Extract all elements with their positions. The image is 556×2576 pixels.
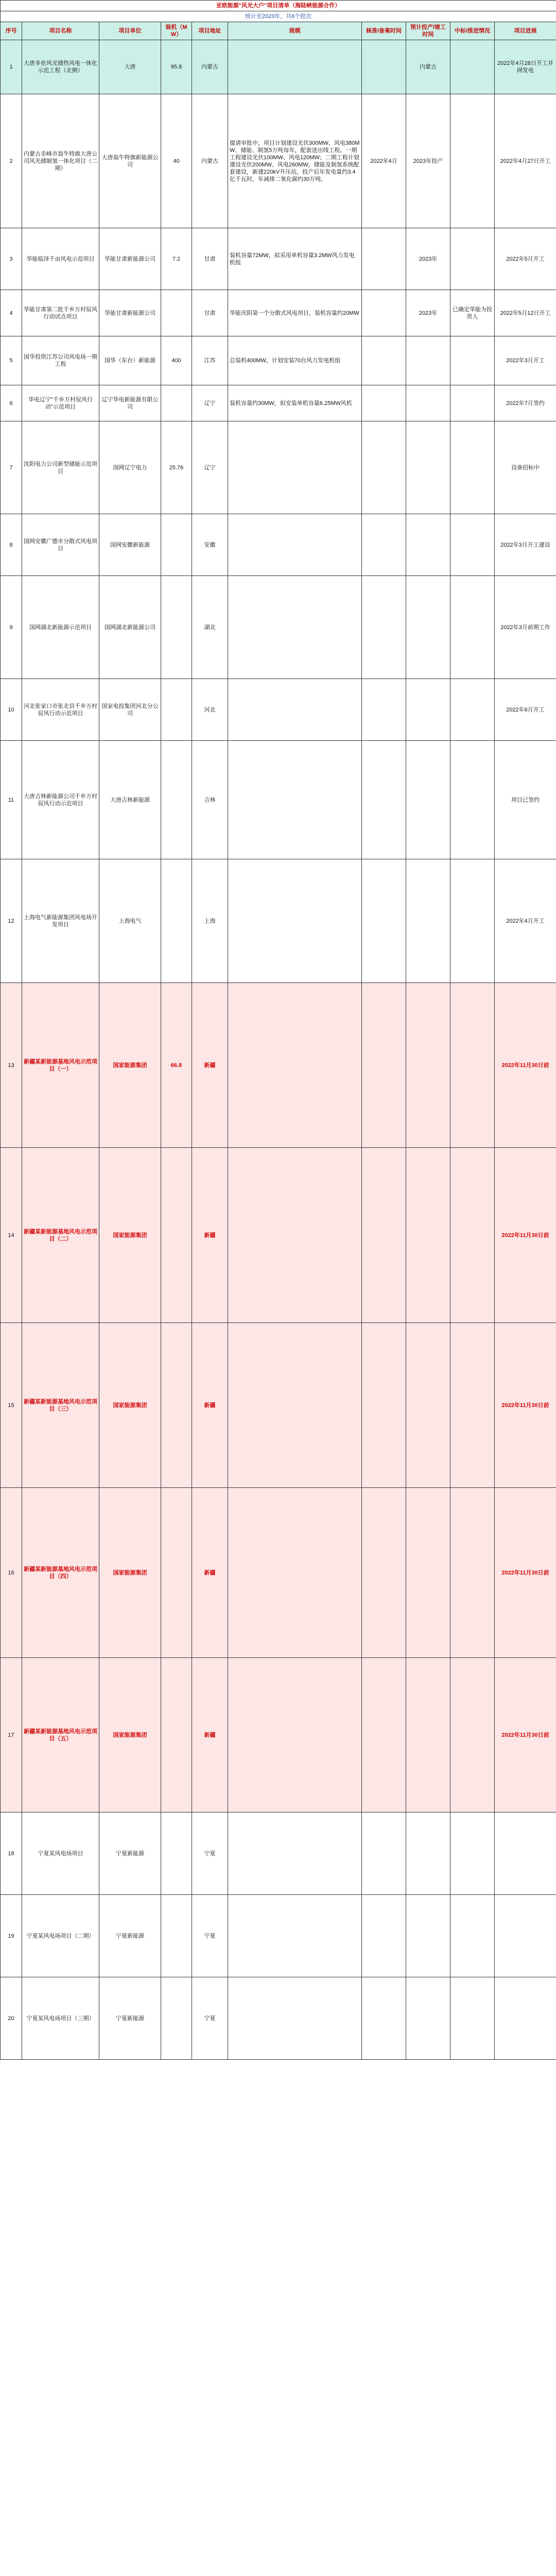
completion-time (406, 421, 450, 514)
row-number: 12 (1, 859, 22, 983)
row-number: 3 (1, 228, 22, 290)
capacity-mw (161, 1488, 192, 1658)
project-unit: 国网湖北新能源公司 (99, 576, 161, 679)
row-number: 14 (1, 1148, 22, 1323)
capacity-mw: 7.2 (161, 228, 192, 290)
approval-time (362, 741, 406, 859)
project-unit: 国家能源集团 (99, 1488, 161, 1658)
project-scale (228, 1148, 362, 1323)
project-progress: 2022年11月30日前 (495, 1658, 556, 1812)
table-row (1, 228, 556, 290)
project-unit: 华能甘肃新能源公司 (99, 290, 161, 336)
row-number: 15 (1, 1323, 22, 1488)
bid-status (450, 983, 495, 1148)
project-name: 新疆某新能源基地风电示范项目（三） (22, 1323, 99, 1488)
project-progress: 2022年11月30日前 (495, 983, 556, 1148)
project-name: 国华投资江苏公司风电场一期工程 (22, 336, 99, 385)
capacity-mw (161, 1977, 192, 2060)
row-number: 4 (1, 290, 22, 336)
column-header: 序号 (1, 22, 22, 40)
project-name: 新疆某新能源基地风电示范项目（四） (22, 1488, 99, 1658)
project-unit: 华能甘肃新能源公司 (99, 228, 161, 290)
project-unit: 国家电投集团河北分公司 (99, 679, 161, 741)
project-scale: 总装机400MW，计划安装70台风力发电机组 (228, 336, 362, 385)
project-scale: 装机容量72MW，拟采用单机容量3.2MW风力发电机组 (228, 228, 362, 290)
approval-time (362, 336, 406, 385)
project-name: 宁夏某风电场项目（二期） (22, 1895, 99, 1977)
column-header: 核准/备案时间 (362, 22, 406, 40)
project-name: 沈阳电力公司新型储能示范项目 (22, 421, 99, 514)
project-unit: 国家能源集团 (99, 1323, 161, 1488)
approval-time (362, 385, 406, 421)
header-row (1, 22, 556, 40)
project-location: 新疆 (192, 1658, 228, 1812)
bid-status (450, 514, 495, 576)
project-progress: 2022年3月开工建设 (495, 514, 556, 576)
project-name: 内蒙古赤峰市翁牛特旗大唐公司风光储制氢一体化项目（二期） (22, 94, 99, 228)
project-unit: 大唐 (99, 40, 161, 94)
project-progress: 2022年5月12日开工 (495, 290, 556, 336)
bid-status (450, 576, 495, 679)
column-header: 项目名称 (22, 22, 99, 40)
project-scale (228, 983, 362, 1148)
project-progress: 2022年5月开工 (495, 228, 556, 290)
project-progress: 2022年11月30日前 (495, 1148, 556, 1323)
table-body (1, 40, 556, 2060)
row-number: 2 (1, 94, 22, 228)
project-location: 新疆 (192, 1323, 228, 1488)
approval-time (362, 421, 406, 514)
row-number: 20 (1, 1977, 22, 2060)
completion-time: 2023年 (406, 228, 450, 290)
project-name: 国网湖北新能源示范项目 (22, 576, 99, 679)
table-row (1, 983, 556, 1148)
project-progress (495, 1812, 556, 1895)
project-progress: 2022年4月28日开工并网发电 (495, 40, 556, 94)
project-location: 内蒙古 (192, 40, 228, 94)
capacity-mw (161, 1812, 192, 1895)
table-row (1, 385, 556, 421)
row-number: 18 (1, 1812, 22, 1895)
approval-time (362, 1148, 406, 1323)
completion-time: 内蒙古 (406, 40, 450, 94)
approval-time (362, 1977, 406, 2060)
row-number: 11 (1, 741, 22, 859)
completion-time (406, 1895, 450, 1977)
capacity-mw: 25.76 (161, 421, 192, 514)
approval-time (362, 1488, 406, 1658)
project-unit: 国家能源集团 (99, 1148, 161, 1323)
capacity-mw (161, 1895, 192, 1977)
column-header: 项目进展 (495, 22, 556, 40)
completion-time (406, 741, 450, 859)
row-number: 1 (1, 40, 22, 94)
completion-time: 2023年 (406, 290, 450, 336)
bid-status (450, 94, 495, 228)
project-unit: 国家能源集团 (99, 983, 161, 1148)
project-scale: 提请审批中，项目计划建设光伏300MW、风电380MW、储能、制氢5万吨每年，配套进出线工程。一期工程建设光伏100MW、风电120MW；二期工程计划建设光伏200MW、风电260MW，储能及制氢系统配套建设，新建220kV升压站，投产后年发电量约3.4亿千瓦时，年减排二氧化碳约30万吨。 (228, 94, 362, 228)
completion-time (406, 859, 450, 983)
table-row (1, 94, 556, 228)
project-location: 新疆 (192, 1488, 228, 1658)
project-progress (495, 1977, 556, 2060)
project-location: 上海 (192, 859, 228, 983)
project-progress: 2022年7月签约 (495, 385, 556, 421)
capacity-mw (161, 514, 192, 576)
project-progress: 2022年11月30日前 (495, 1488, 556, 1658)
row-number: 10 (1, 679, 22, 741)
capacity-mw (161, 290, 192, 336)
bid-status (450, 385, 495, 421)
bid-status (450, 40, 495, 94)
completion-time (406, 679, 450, 741)
bid-status (450, 1148, 495, 1323)
capacity-mw (161, 385, 192, 421)
table-row (1, 679, 556, 741)
column-header: 预计投产/竣工时间 (406, 22, 450, 40)
project-location: 安徽 (192, 514, 228, 576)
project-location: 宁夏 (192, 1977, 228, 2060)
approval-time (362, 290, 406, 336)
completion-time (406, 1977, 450, 2060)
approval-time (362, 40, 406, 94)
project-name: 华电辽宁"千乡万村驭风行动"示范项目 (22, 385, 99, 421)
table-row (1, 336, 556, 385)
row-number: 19 (1, 1895, 22, 1977)
row-number: 6 (1, 385, 22, 421)
bid-status (450, 1895, 495, 1977)
completion-time (406, 1812, 450, 1895)
project-location: 宁夏 (192, 1812, 228, 1895)
project-scale (228, 1658, 362, 1812)
completion-time: 2023年投产 (406, 94, 450, 228)
completion-time (406, 983, 450, 1148)
table-row (1, 741, 556, 859)
bid-status (450, 1488, 495, 1658)
approval-time: 2022年4月 (362, 94, 406, 228)
table-row (1, 1812, 556, 1895)
capacity-mw (161, 1323, 192, 1488)
project-progress: 2022年4月开工 (495, 859, 556, 983)
bid-status: 已确定华能为投资人 (450, 290, 495, 336)
bid-status (450, 1658, 495, 1812)
project-unit: 国华（东台）新能源 (99, 336, 161, 385)
project-scale (228, 741, 362, 859)
bid-status (450, 1812, 495, 1895)
project-scale (228, 514, 362, 576)
project-location: 内蒙古 (192, 94, 228, 228)
table-row (1, 421, 556, 514)
project-scale (228, 576, 362, 679)
project-unit: 上海电气 (99, 859, 161, 983)
table-row (1, 1488, 556, 1658)
project-unit: 国网安徽新能源 (99, 514, 161, 576)
project-location: 辽宁 (192, 385, 228, 421)
project-progress: 项目已签约 (495, 741, 556, 859)
project-progress: 2022年3月开工 (495, 336, 556, 385)
completion-time (406, 514, 450, 576)
capacity-mw (161, 1148, 192, 1323)
project-location: 甘肃 (192, 290, 228, 336)
project-scale (228, 40, 362, 94)
bid-status (450, 228, 495, 290)
project-location: 宁夏 (192, 1895, 228, 1977)
completion-time (406, 1658, 450, 1812)
project-scale (228, 1812, 362, 1895)
completion-time (406, 385, 450, 421)
bid-status (450, 1323, 495, 1488)
column-header: 中标/推进情况 (450, 22, 495, 40)
project-scale: 装机容量约30MW，拟安装单机容量6.25MW风机 (228, 385, 362, 421)
project-name: 新疆某新能源基地风电示范项目（一） (22, 983, 99, 1148)
bid-status (450, 1977, 495, 2060)
project-name: 宁夏某风电场项目（三期） (22, 1977, 99, 2060)
project-progress: 2022年3月前期工作 (495, 576, 556, 679)
table-row (1, 1148, 556, 1323)
project-name: 新疆某新能源基地风电示范项目（五） (22, 1658, 99, 1812)
bid-status (450, 679, 495, 741)
table-row (1, 1977, 556, 2060)
project-name: 国网安徽广德市分散式风电项目 (22, 514, 99, 576)
capacity-mw: 95.8 (161, 40, 192, 94)
approval-time (362, 983, 406, 1148)
project-progress: 2022年4月27日开工 (495, 94, 556, 228)
project-name: 新疆某新能源基地风电示范项目（二） (22, 1148, 99, 1323)
project-unit: 宁夏新能源 (99, 1812, 161, 1895)
row-number: 9 (1, 576, 22, 679)
row-number: 8 (1, 514, 22, 576)
capacity-mw (161, 859, 192, 983)
project-scale (228, 421, 362, 514)
capacity-mw: 400 (161, 336, 192, 385)
approval-time (362, 228, 406, 290)
project-unit: 宁夏新能源 (99, 1895, 161, 1977)
project-scale (228, 1488, 362, 1658)
project-scale (228, 1895, 362, 1977)
bid-status (450, 859, 495, 983)
column-header: 项目地址 (192, 22, 228, 40)
project-name: 上海电气新能源集团风电场开发项目 (22, 859, 99, 983)
project-scale (228, 1323, 362, 1488)
project-location: 江苏 (192, 336, 228, 385)
capacity-mw (161, 741, 192, 859)
project-unit: 国家能源集团 (99, 1658, 161, 1812)
project-name: 大唐多伦风光储热风电一体化示范工程（北侧） (22, 40, 99, 94)
capacity-mw: 40 (161, 94, 192, 228)
table-row (1, 859, 556, 983)
project-progress: 2022年11月30日前 (495, 1323, 556, 1488)
table-row (1, 290, 556, 336)
project-location: 新疆 (192, 983, 228, 1148)
completion-time (406, 1148, 450, 1323)
table-row (1, 1323, 556, 1488)
project-unit: 大唐翁牛特旗新能源公司 (99, 94, 161, 228)
project-location: 新疆 (192, 1148, 228, 1323)
completion-time (406, 336, 450, 385)
table-row (1, 1658, 556, 1812)
project-location: 吉林 (192, 741, 228, 859)
approval-time (362, 576, 406, 679)
column-header: 装机（MW） (161, 22, 192, 40)
bid-status (450, 741, 495, 859)
project-unit: 国网辽宁电力 (99, 421, 161, 514)
project-unit: 宁夏新能源 (99, 1977, 161, 2060)
table-row (1, 1895, 556, 1977)
title-row (1, 1, 556, 11)
subtitle-row (1, 11, 556, 22)
capacity-mw (161, 1658, 192, 1812)
project-name: 宁夏某风电场项目 (22, 1812, 99, 1895)
table-row (1, 576, 556, 679)
project-location: 河北 (192, 679, 228, 741)
completion-time (406, 1488, 450, 1658)
project-progress (495, 1895, 556, 1977)
project-name: 华能甘肃第二批千乡万村驭风行动试点项目 (22, 290, 99, 336)
row-number: 5 (1, 336, 22, 385)
project-unit: 辽宁华电新能源有限公司 (99, 385, 161, 421)
project-progress: 设备招标中 (495, 421, 556, 514)
row-number: 16 (1, 1488, 22, 1658)
bid-status (450, 336, 495, 385)
project-scale (228, 679, 362, 741)
page-subtitle: 统计至2023年，共6个批次 (1, 11, 556, 22)
project-scale: 华能庆阳第一个分散式风电项目，装机容量约20MW (228, 290, 362, 336)
project-name: 华能临泽千亩风电示范项目 (22, 228, 99, 290)
page-title: 亚欧能源"风光大户"项目清单（海陆峡能源合作） (1, 1, 556, 11)
table-row (1, 40, 556, 94)
project-location: 甘肃 (192, 228, 228, 290)
project-name: 大唐吉林新能源公司千乡万村驭风行动示范项目 (22, 741, 99, 859)
capacity-mw: 66.8 (161, 983, 192, 1148)
capacity-mw (161, 679, 192, 741)
row-number: 13 (1, 983, 22, 1148)
project-location: 辽宁 (192, 421, 228, 514)
completion-time (406, 576, 450, 679)
completion-time (406, 1323, 450, 1488)
table-row (1, 514, 556, 576)
project-location: 湖北 (192, 576, 228, 679)
project-progress: 2022年6月开工 (495, 679, 556, 741)
project-scale (228, 1977, 362, 2060)
row-number: 17 (1, 1658, 22, 1812)
approval-time (362, 679, 406, 741)
project-name: 河北张家口市张北县千乡万村驭风行动示范项目 (22, 679, 99, 741)
approval-time (362, 859, 406, 983)
approval-time (362, 514, 406, 576)
approval-time (362, 1323, 406, 1488)
approval-time (362, 1895, 406, 1977)
bid-status (450, 421, 495, 514)
approval-time (362, 1812, 406, 1895)
row-number: 7 (1, 421, 22, 514)
project-scale (228, 859, 362, 983)
capacity-mw (161, 576, 192, 679)
project-unit: 大唐吉林新能源 (99, 741, 161, 859)
column-header: 项目单位 (99, 22, 161, 40)
column-header: 规模 (228, 22, 362, 40)
approval-time (362, 1658, 406, 1812)
